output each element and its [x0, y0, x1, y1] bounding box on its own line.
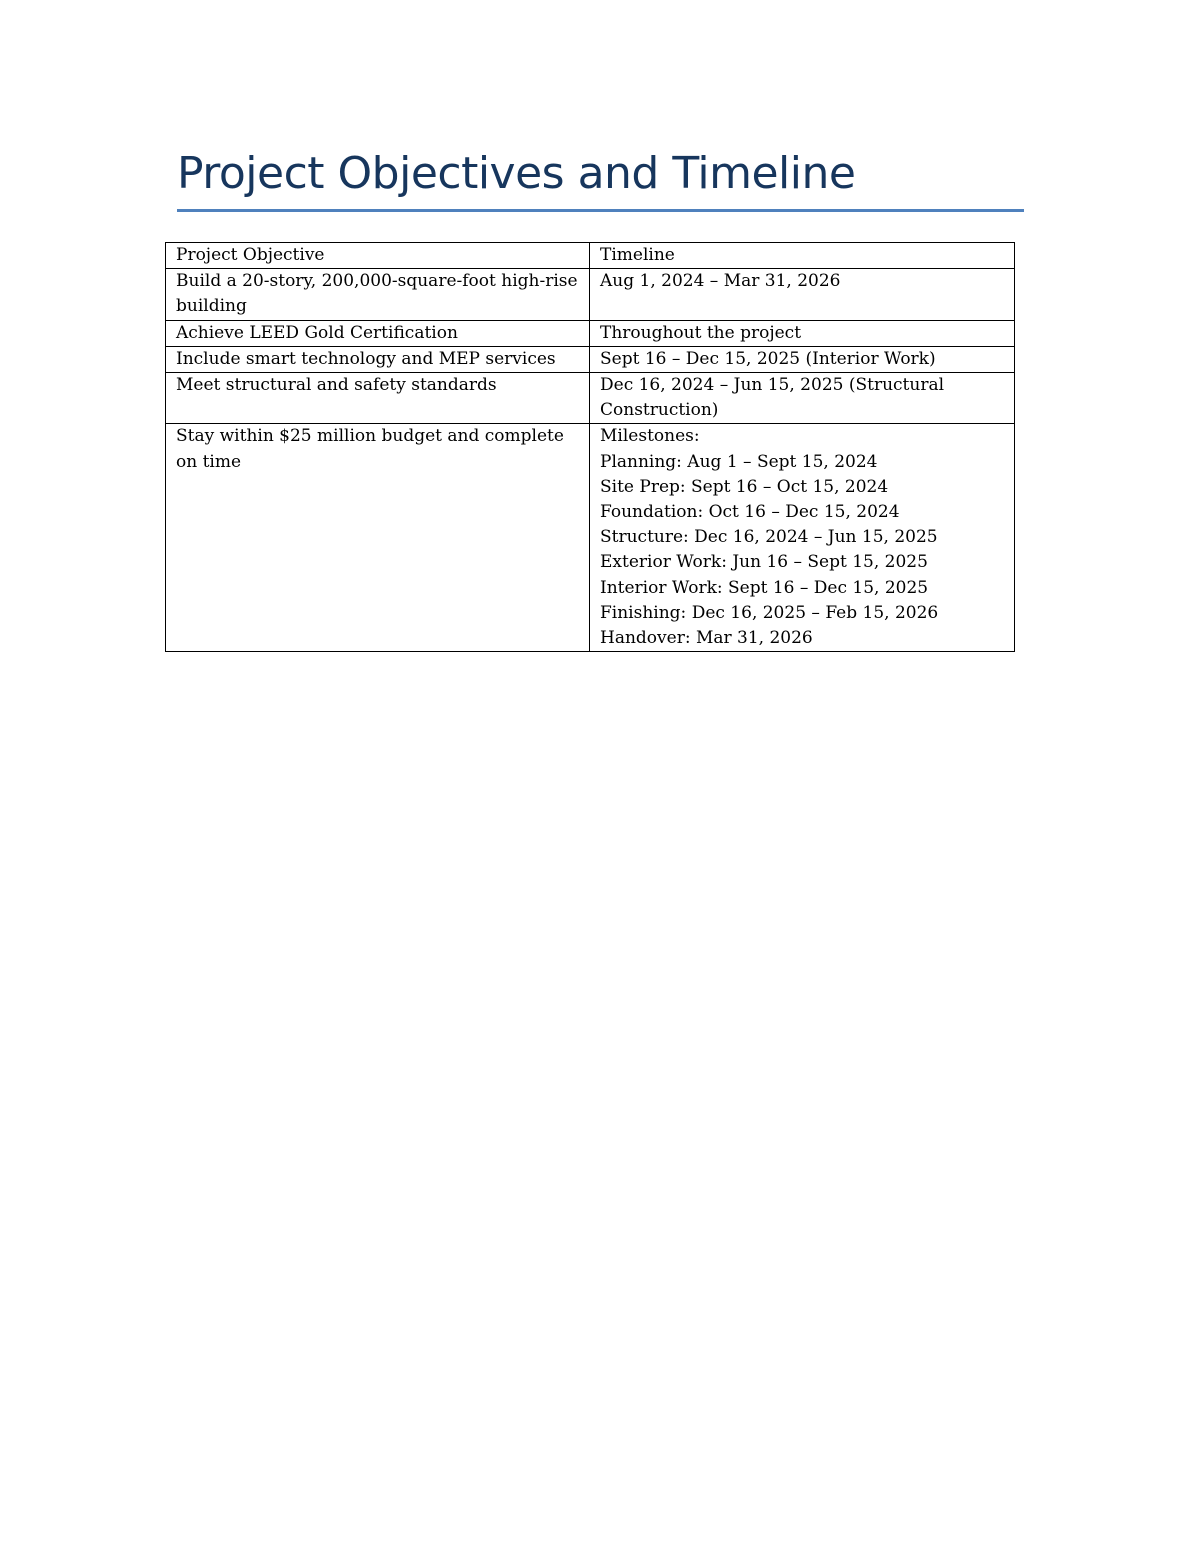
header-timeline: Timeline — [590, 243, 1015, 269]
milestone-item: Structure: Dec 16, 2024 – Jun 15, 2025 — [600, 527, 938, 548]
milestones-heading: Milestones: — [600, 426, 700, 447]
timeline-cell: Sept 16 – Dec 15, 2025 (Interior Work) — [590, 346, 1015, 372]
header-project-objective: Project Objective — [166, 243, 590, 269]
table-row — [166, 320, 1015, 346]
objectives-timeline-table — [165, 242, 1015, 652]
milestone-item: Handover: Mar 31, 2026 — [600, 628, 813, 649]
objective-cell: Achieve LEED Gold Certification — [166, 320, 590, 346]
title-underline — [177, 209, 1024, 212]
milestone-item: Finishing: Dec 16, 2025 – Feb 15, 2026 — [600, 602, 939, 623]
table-row — [166, 424, 1015, 652]
milestone-item: Exterior Work: Jun 16 – Sept 15, 2025 — [600, 552, 928, 573]
objective-cell: Meet structural and safety standards — [166, 373, 590, 424]
document-title: Project Objectives and Timeline — [177, 148, 856, 199]
table-row — [166, 269, 1015, 320]
table-row — [166, 373, 1015, 424]
timeline-cell: Dec 16, 2024 – Jun 15, 2025 (Structural Construction) — [590, 373, 1015, 424]
objective-cell: Include smart technology and MEP services — [166, 346, 590, 372]
objective-cell: Stay within $25 million budget and complete on time — [166, 424, 590, 652]
table-header-row — [166, 243, 1015, 269]
timeline-cell: Throughout the project — [590, 320, 1015, 346]
table-row — [166, 346, 1015, 372]
milestone-item: Site Prep: Sept 16 – Oct 15, 2024 — [600, 476, 889, 497]
objective-cell: Build a 20-story, 200,000-square-foot high-rise building — [166, 269, 590, 320]
milestones-cell — [590, 424, 1015, 652]
milestone-item: Foundation: Oct 16 – Dec 15, 2024 — [600, 502, 900, 523]
milestone-item: Interior Work: Sept 16 – Dec 15, 2025 — [600, 577, 929, 598]
timeline-cell: Aug 1, 2024 – Mar 31, 2026 — [590, 269, 1015, 320]
milestone-item: Planning: Aug 1 – Sept 15, 2024 — [600, 451, 878, 472]
